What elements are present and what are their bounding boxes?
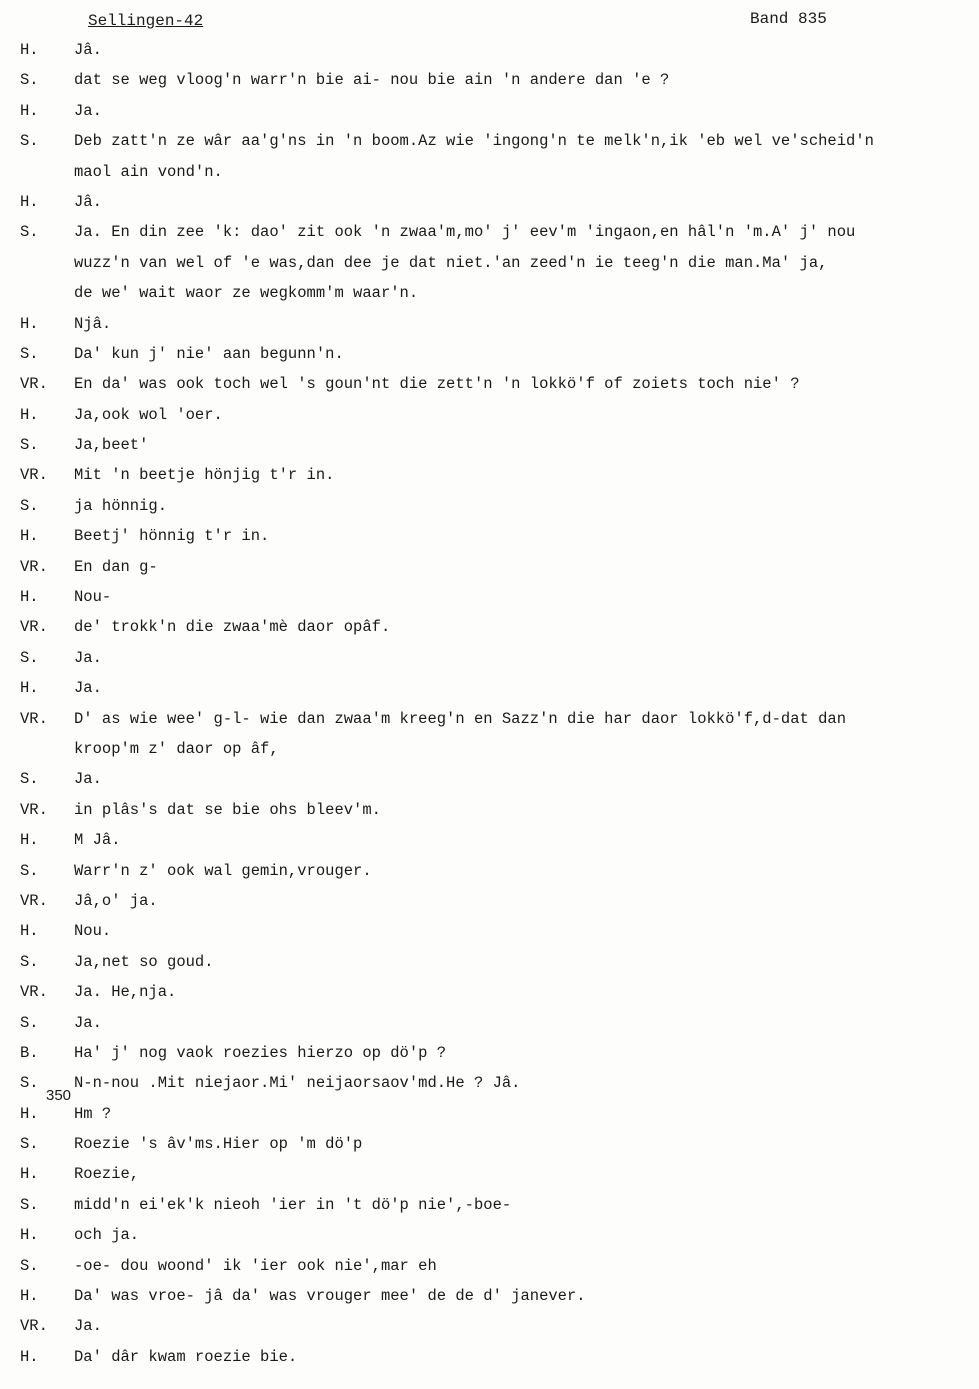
speaker-label: S. [20,1074,39,1093]
transcript-line [0,65,979,95]
utterance-text: Jâ. [74,192,102,211]
utterance-text: Beetj' hönnig t'r in. [74,527,270,546]
speaker-label: VR. [20,1317,48,1336]
speaker-label: VR. [20,375,48,394]
utterance-text: Da' dâr kwam roezie bie. [74,1347,298,1366]
utterance-text: Ja. [74,648,102,667]
utterance-text: Roezie, [74,1165,140,1184]
transcript-line [0,1068,979,1098]
speaker-label: VR. [20,557,48,576]
transcript-line [0,157,979,187]
transcript-line [0,1342,979,1372]
speaker-label: S. [20,861,39,880]
utterance-text: Ja. [74,679,102,698]
utterance-text: midd'n ei'ek'k nieoh 'ier in 't dö'p nie',-boe- [74,1195,512,1214]
transcript-line [0,886,979,916]
transcript-line [0,704,979,734]
transcript-line [0,1220,979,1250]
transcript-line [0,491,979,521]
speaker-label: S. [20,1256,39,1275]
speaker-label: H. [20,405,39,424]
utterance-text: N-n-nou .Mit niejaor.Mi' neijaorsaov'md.He ? Jâ. [74,1074,521,1093]
speaker-label: H. [20,922,39,941]
margin-counter: 350 [46,1087,72,1104]
transcript-line [0,369,979,399]
utterance-text: Jâ,o' ja. [74,891,158,910]
transcript-line [0,1281,979,1311]
speaker-label: H. [20,41,39,59]
speaker-label: H. [20,1226,39,1245]
transcript-line [0,339,979,369]
utterance-text: Nou. [74,922,112,941]
speaker-label: VR. [20,618,48,637]
speaker-label: S. [20,770,39,789]
transcript-line [0,552,979,582]
utterance-text: Ja. [74,770,102,789]
utterance-text: de' trokk'n die zwaa'mè daor opâf. [74,618,391,637]
speaker-label: S. [20,496,39,515]
utterance-text: Nou- [74,588,112,607]
document-title: Sellingen-42 [88,12,204,30]
speaker-label: VR. [20,800,48,819]
speaker-label: VR. [20,466,48,485]
speaker-label: H. [20,1347,39,1366]
utterance-text: Deb zatt'n ze wâr aa'g'ns in 'n boom.Az wie 'ingong'n te melk'n,ik 'eb wel ve'scheid'n [74,132,874,151]
transcript-line [0,278,979,308]
speaker-label: H. [20,101,39,120]
transcript-line [0,582,979,612]
speaker-label: S. [20,1195,39,1214]
transcript-line [0,764,979,794]
speaker-label: S. [20,952,39,971]
transcript-line [0,977,979,1007]
transcript-line [0,96,979,126]
speaker-label: S. [20,1135,39,1154]
transcript-line [0,35,979,65]
transcript-line [0,400,979,430]
speaker-label: S. [20,132,39,151]
speaker-label: S. [20,344,39,363]
utterance-text: Ja. [74,101,102,120]
transcript-body [0,35,979,1372]
transcript-line [0,430,979,460]
transcript-line [0,1099,979,1129]
speaker-label: H. [20,831,39,850]
utterance-text: Da' kun j' nie' aan begunn'n. [74,344,344,363]
speaker-label: H. [20,679,39,698]
transcript-line [0,521,979,551]
utterance-text: Roezie 's âv'ms.Hier op 'm dö'p [74,1135,363,1154]
utterance-text: Ja. [74,1317,102,1336]
speaker-label: S. [20,1013,39,1032]
utterance-text: Ja,net so goud. [74,952,214,971]
page-header [0,8,979,34]
utterance-text: Hm ? [74,1104,112,1123]
speaker-label: S. [20,436,39,455]
transcript-line [0,1129,979,1159]
speaker-label: H. [20,192,39,211]
transcript-line [0,460,979,490]
speaker-label: H. [20,1104,39,1123]
transcript-line [0,643,979,673]
utterance-text: Njâ. [74,314,112,333]
utterance-text: Ja. He,nja. [74,983,177,1002]
speaker-label: S. [20,71,39,90]
transcript-line [0,1311,979,1341]
transcript-line [0,1038,979,1068]
utterance-text: maol ain vond'n. [74,162,223,181]
speaker-label: H. [20,588,39,607]
transcript-line [0,612,979,642]
transcript-line [0,217,979,247]
transcript-line [0,1190,979,1220]
transcript-line [0,947,979,977]
speaker-label: H. [20,1287,39,1306]
utterance-text: in plâs's dat se bie ohs bleev'm. [74,800,381,819]
utterance-text: ja hönnig. [74,496,168,515]
transcript-line [0,1251,979,1281]
utterance-text: En dan g- [74,557,158,576]
transcript-line [0,734,979,764]
transcript-line [0,126,979,156]
utterance-text: dat se weg vloog'n warr'n bie ai- nou bie ain 'n andere dan 'e ? [74,71,670,90]
transcript-line [0,795,979,825]
speaker-label: S. [20,223,39,242]
tape-number: Band 835 [750,10,827,28]
utterance-text: M Jâ. [74,831,121,850]
utterance-text: Ja,beet' [74,436,149,455]
utterance-text: En da' was ook toch wel 's goun'nt die zett'n 'n lokkö'f of zoiets toch nie' ? [74,375,800,394]
utterance-text: Ja,ook wol 'oer. [74,405,223,424]
speaker-label: H. [20,527,39,546]
utterance-text: och ja. [74,1226,140,1245]
transcript-line [0,673,979,703]
speaker-label: VR. [20,891,48,910]
transcript-line [0,1159,979,1189]
utterance-text: Ja. En din zee 'k: dao' zit ook 'n zwaa'm,mo' j' eev'm 'ingaon,en hâl'n 'm.A' j' nou [74,223,856,242]
transcript-line [0,187,979,217]
transcript-line [0,856,979,886]
transcript-line [0,248,979,278]
utterance-text: Mit 'n beetje hönjig t'r in. [74,466,335,485]
utterance-text: Ha' j' nog vaok roezies hierzo op dö'p ? [74,1043,447,1062]
speaker-label: H. [20,1165,39,1184]
transcript-line [0,825,979,855]
utterance-text: de we' wait waor ze wegkomm'm waar'n. [74,284,419,303]
utterance-text: -oe- dou woond' ik 'ier ook nie',mar eh [74,1256,437,1275]
transcript-line [0,1008,979,1038]
utterance-text: Warr'n z' ook wal gemin,vrouger. [74,861,372,880]
speaker-label: S. [20,648,39,667]
utterance-text: Jâ. [74,41,102,59]
transcript-line [0,916,979,946]
utterance-text: kroop'm z' daor op âf, [74,739,279,758]
utterance-text: Da' was vroe- jâ da' was vrouger mee' de de d' janever. [74,1287,586,1306]
utterance-text: D' as wie wee' g-l- wie dan zwaa'm kreeg'n en Sazz'n die har daor lokkö'f,d-dat dan [74,709,847,728]
speaker-label: VR. [20,983,48,1002]
speaker-label: H. [20,314,39,333]
speaker-label: B. [20,1043,39,1062]
utterance-text: Ja. [74,1013,102,1032]
speaker-label: VR. [20,709,48,728]
utterance-text: wuzz'n van wel of 'e was,dan dee je dat niet.'an zeed'n ie teeg'n die man.Ma' ja, [74,253,828,272]
transcript-line [0,309,979,339]
